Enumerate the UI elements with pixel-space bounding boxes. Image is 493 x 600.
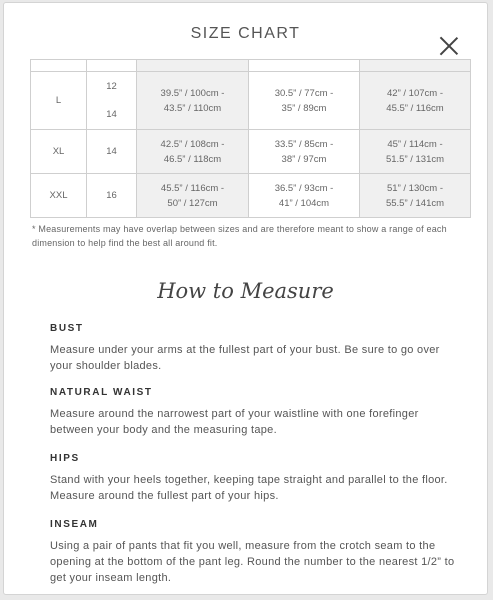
how-to-measure-title: How to Measure: [157, 279, 334, 303]
section-body: Stand with your heels together, keeping tape straight and parallel to the floor. Measure around the fullest part of your hips.: [50, 474, 448, 502]
section-heading: BUST: [50, 323, 84, 334]
bust-section: [50, 323, 460, 374]
modal-title: SIZE CHART: [190, 25, 301, 42]
table-row: [31, 174, 471, 218]
measure-cell: 36.5” / 93cm - 41” / 104cm: [249, 174, 360, 218]
size-cell: XL: [31, 130, 87, 174]
section-body: Using a pair of pants that fit you well, measure from the crotch seam to the opening at the bottom of the pant leg. Round the number to the nearest 1/2” to get your inseam length.: [50, 540, 455, 584]
measure-cell: 42” / 107cm - 45.5” / 116cm: [360, 72, 471, 130]
size-cell: XXL: [31, 174, 87, 218]
table-row: [31, 60, 471, 72]
measure-cell: 45” / 114cm - 51.5” / 131cm: [360, 130, 471, 174]
measure-cell: 30.5” / 77cm - 35” / 89cm: [249, 72, 360, 130]
number-value: 12: [106, 80, 117, 92]
natural-waist-section: [50, 387, 460, 438]
size-cell: L: [31, 72, 87, 130]
measure-cell: 51” / 130cm - 55.5” / 141cm: [360, 174, 471, 218]
measure-cell: 39.5” / 100cm - 43.5” / 110cm: [137, 72, 249, 130]
measure-cell: 42.5” / 108cm - 46.5” / 118cm: [137, 130, 249, 174]
measure-cell: 45.5” / 116cm - 50” / 127cm: [137, 174, 249, 218]
modal-header: [4, 3, 487, 63]
close-icon[interactable]: [439, 36, 459, 56]
number-cell: 16: [87, 174, 137, 218]
size-table: [30, 59, 471, 218]
measurement-note: * Measurements may have overlap between sizes and are therefore meant to show a range of each dimension to help find the best all around fit.: [32, 224, 447, 248]
number-cell: 14: [87, 130, 137, 174]
number-cell: [87, 72, 137, 130]
table-row: [31, 72, 471, 130]
size-chart-modal: [3, 2, 488, 595]
section-heading: HIPS: [50, 453, 80, 464]
section-heading: INSEAM: [50, 519, 99, 530]
inseam-section: [50, 519, 460, 586]
section-heading: NATURAL WAIST: [50, 387, 153, 398]
hips-section: [50, 453, 460, 504]
section-body: Measure under your arms at the fullest part of your bust. Be sure to go over your shoulder blades.: [50, 344, 440, 372]
number-value: 14: [106, 109, 117, 121]
section-body: Measure around the narrowest part of your waistline with one forefinger between your body and the measuring tape.: [50, 408, 419, 436]
measure-cell: 33.5” / 85cm - 38” / 97cm: [249, 130, 360, 174]
table-row: [31, 130, 471, 174]
